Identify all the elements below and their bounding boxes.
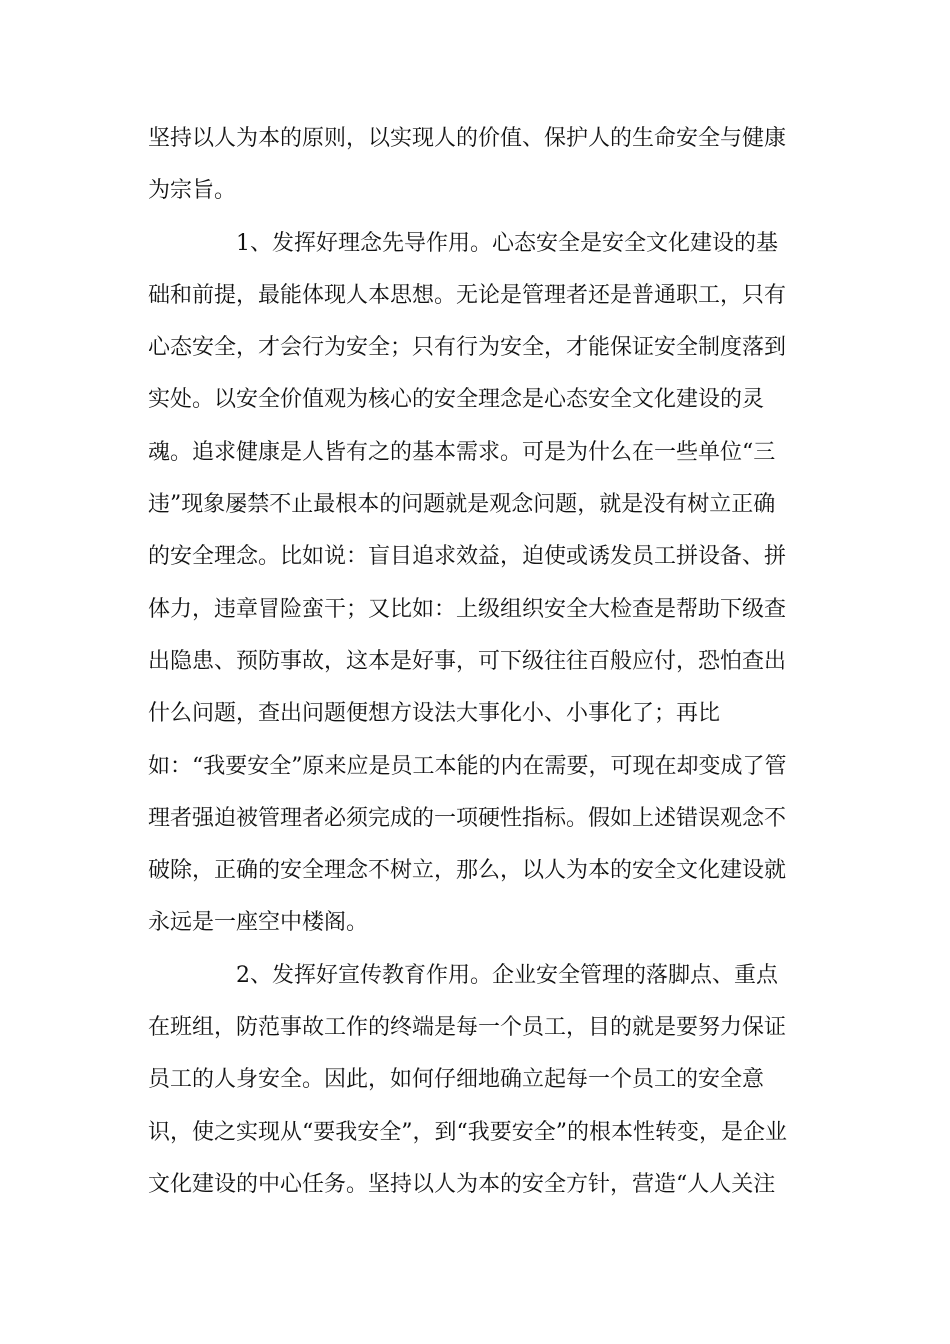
text-line: 破除，正确的安全理念不树立，那么，以人为本的安全文化建设就: [148, 858, 787, 884]
text-line: 心态安全，才会行为安全；只有行为安全，才能保证安全制度落到: [148, 335, 787, 361]
paragraph-heading-2: 2、发挥好宣传教育作用。企业安全管理的落脚点、重点: [236, 962, 778, 988]
text-line: 违”现象屡禁不止最根本的问题就是观念问题，就是没有树立正确: [148, 492, 776, 518]
text-line: 础和前提，最能体现人本思想。无论是管理者还是普通职工，只有: [148, 282, 787, 308]
body-text: [148, 113, 808, 1211]
text-line: 为宗旨。: [148, 178, 237, 204]
text-line: 如：“我要安全”原来应是员工本能的内在需要，可现在却变成了管: [148, 753, 787, 779]
text-line: 出隐患、预防事故，这本是好事，可下级往往百般应付，恐怕查出: [148, 648, 787, 674]
text-line: 理者强迫被管理者必须完成的一项硬性指标。假如上述错误观念不: [148, 805, 787, 831]
text-line: 识，使之实现从“要我安全”，到“我要安全”的根本性转变，是企业: [148, 1119, 787, 1145]
paragraph-heading-1: 1、发挥好理念先导作用。心态安全是安全文化建设的基: [236, 230, 778, 256]
text-line: 坚持以人为本的原则，以实现人的价值、保护人的生命安全与健康: [148, 126, 787, 151]
text-line: 文化建设的中心任务。坚持以人为本的安全方针，营造“人人关注: [148, 1171, 776, 1197]
text-line: 员工的人身安全。因此，如何仔细地确立起每一个员工的安全意: [148, 1067, 765, 1093]
text-line: 的安全理念。比如说：盲目追求效益，迫使或诱发员工拼设备、拼: [148, 544, 787, 570]
text-line: 什么问题，查出问题便想方设法大事化小、小事化了；再比: [148, 701, 721, 727]
text-line: 实处。以安全价值观为核心的安全理念是心态安全文化建设的灵: [148, 387, 765, 413]
text-line: 永远是一座空中楼阁。: [148, 910, 369, 936]
text-line: 魂。追求健康是人皆有之的基本需求。可是为什么在一些单位“三: [148, 439, 776, 465]
text-line: 体力，违章冒险蛮干；又比如：上级组织安全大检查是帮助下级查: [148, 596, 787, 622]
text-line: 在班组，防范事故工作的终端是每一个员工，目的就是要努力保证: [148, 1015, 787, 1041]
